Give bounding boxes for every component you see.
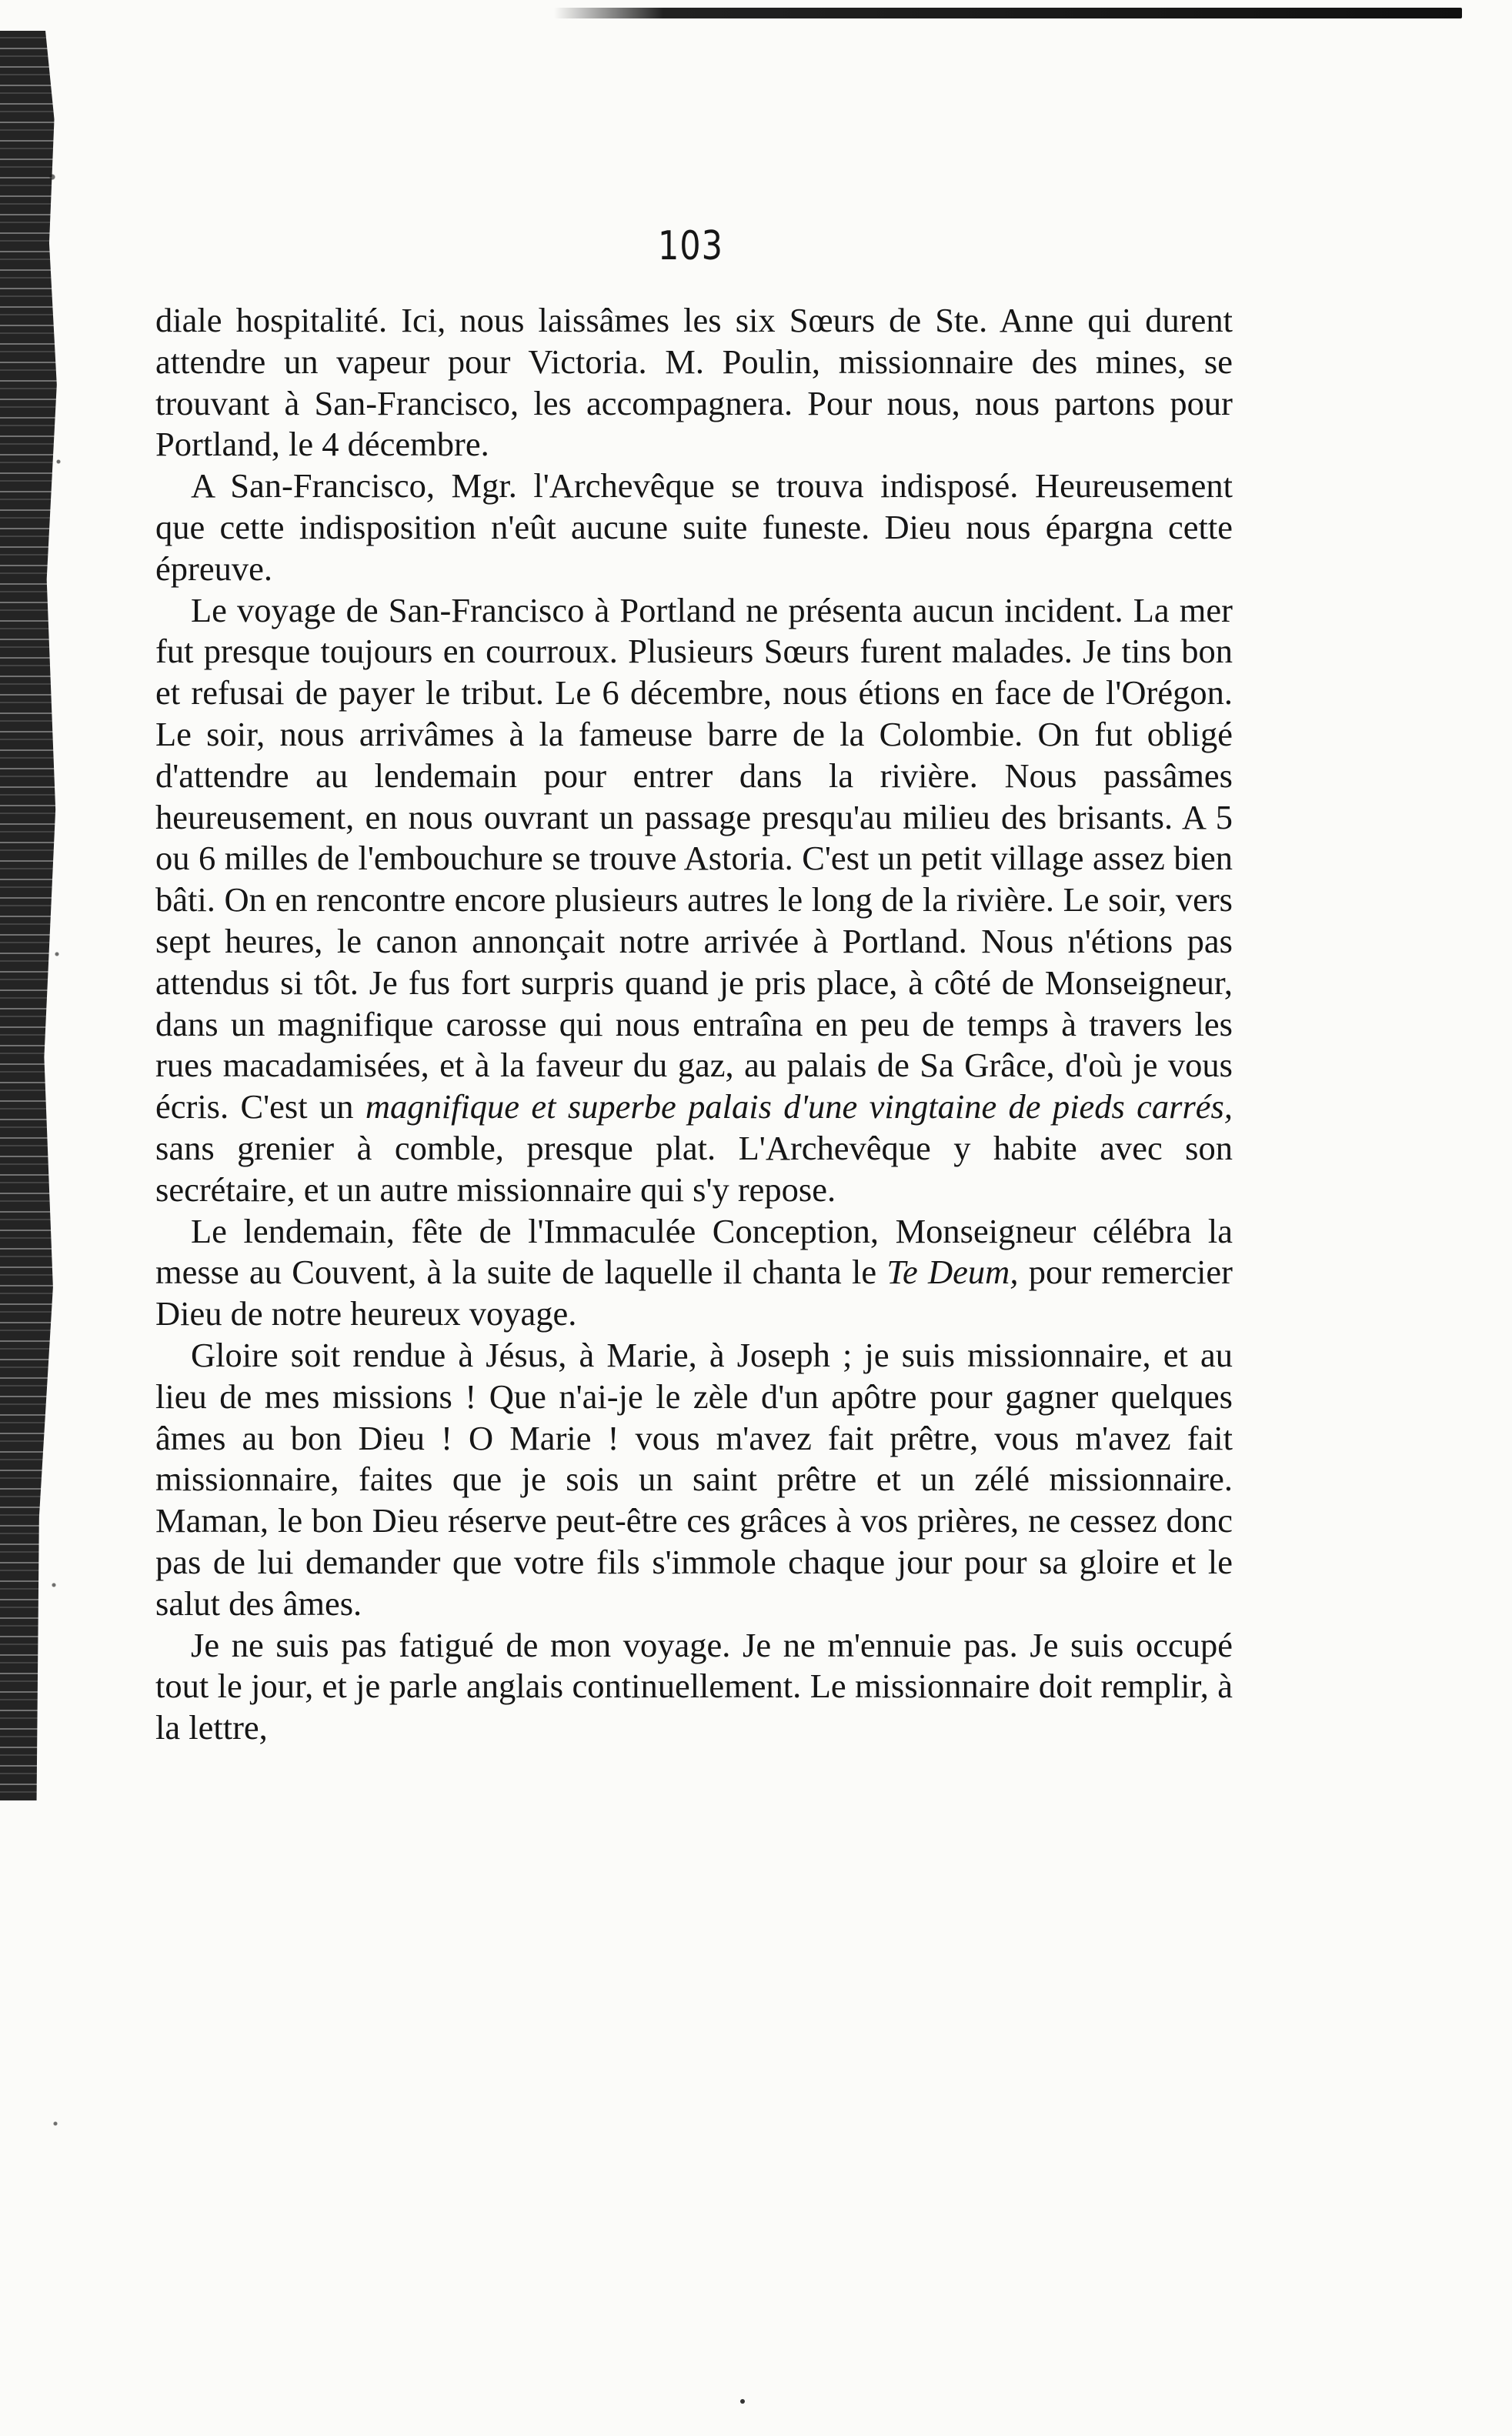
paragraph-1: diale hospitalité. Ici, nous laissâmes les six Sœurs de Ste. Anne qui durent attendre un vapeur pour Victoria. M. Poulin, missionnaire des mines, se trouvant à San-Francisco, les accompagnera. Pour nous, nous partons pour Portland, le 4 décembre.	[155, 301, 1233, 464]
paragraph-4-start: Le lendemain, fête de l'Immaculée Conception, Monseigneur célébra la messe au Couvent, à la suite de laquelle il chanta le	[155, 1211, 1233, 1292]
paragraph-3-tail: sans grenier à comble, presque plat. L'Archevêque y habite avec son secrétaire, et un autre missionnaire qui s'y repose.	[155, 1128, 1233, 1209]
paragraph-3-italic: magnifique et superbe palais d'une vingtaine de pieds carrés,	[365, 1087, 1233, 1126]
body-text	[155, 300, 1233, 1749]
paragraph-2: A San-Francisco, Mgr. l'Archevêque se trouva indisposé. Heureusement que cette indisposition n'eût aucune suite funeste. Dieu nous épargna cette épreuve.	[155, 466, 1233, 588]
paragraph-4-italic: Te Deum,	[886, 1253, 1019, 1292]
paragraph-6: Je ne suis pas fatigué de mon voyage. Je ne m'ennuie pas. Je suis occupé tout le jour, et je parle anglais continuellement. Le missionnaire doit remplir, à la lettre,	[155, 1625, 1233, 1747]
paragraph-4-end: pour remercier Dieu de notre heureux voyage.	[155, 1253, 1233, 1333]
paragraph-3-text: Le voyage de San-Francisco à Portland ne présenta aucun incident. La mer fut presque toujours en courroux. Plusieurs Sœurs furent malades. Je tins bon et refusai de payer le tribut. Le 6 décembre, nous étions en face de l'Orégon. Le soir, nous arrivâmes à la fameuse barre de la Colombie. On fut obligé d'attendre au lendemain pour entrer dans la rivière. Nous passâmes heureusement, en nous ouvrant un passage presqu'au milieu des brisants. A 5 ou 6 milles de l'embouchure se trouve Astoria. C'est un petit village assez bien bâti. On en rencontre encore plusieurs autres le long de la rivière. Le soir, vers sept heures, le canon annonçait notre arrivée à Portland. Nous n'étions pas attendus si tôt. Je fus fort surpris quand je pris place, à côté de Monseigneur, dans un magnifique carosse qui nous entraîna en peu de temps à travers les rues macadamisées, et à la faveur du gaz, au palais de Sa Grâce, d'où je vous écris. C'est un	[155, 590, 1233, 1126]
paragraph-5: Gloire soit rendue à Jésus, à Marie, à Joseph ; je suis missionnaire, et au lieu de mes missions ! Que n'ai-je le zèle d'un apôtre pour gagner quelques âmes au bon Dieu ! O Marie ! vous m'avez fait prêtre, vous m'avez fait missionnaire, faites que je sois un saint prêtre et un zélé missionnaire. Maman, le bon Dieu réserve peut-être ces grâces à vos prières, ne cessez donc pas de lui demander que votre fils s'immole chaque jour pour sa gloire et le salut des âmes.	[155, 1335, 1233, 1623]
paragraph-4	[155, 1211, 1233, 1335]
margin-specks	[45, 138, 69, 2370]
page-number: 103	[658, 223, 723, 269]
paragraph-3	[155, 590, 1233, 1211]
top-rule	[554, 8, 1462, 18]
bottom-dot	[740, 2399, 745, 2404]
